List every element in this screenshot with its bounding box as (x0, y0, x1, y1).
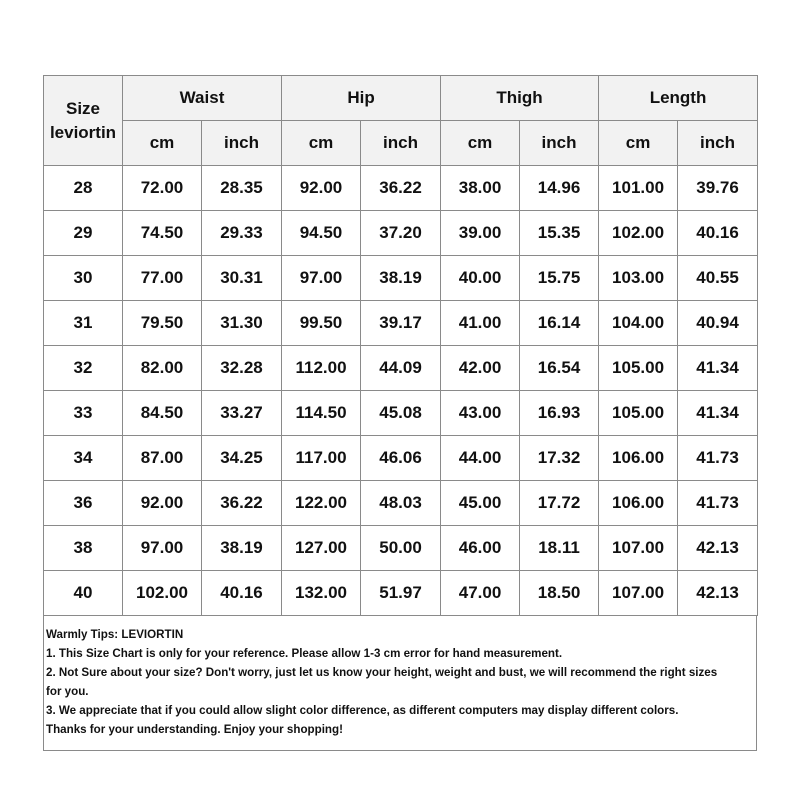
table-cell: 87.00 (123, 436, 202, 481)
table-cell: 42.13 (678, 526, 758, 571)
size-chart (43, 75, 757, 751)
table-cell: 46.06 (361, 436, 441, 481)
size-cell: 40 (44, 571, 123, 616)
header-row-units (44, 121, 758, 166)
table-cell: 101.00 (599, 166, 678, 211)
table-cell: 33.27 (202, 391, 282, 436)
unit-header: inch (520, 121, 599, 166)
table-cell: 18.50 (520, 571, 599, 616)
size-cell: 30 (44, 256, 123, 301)
size-cell: 38 (44, 526, 123, 571)
table-cell: 37.20 (361, 211, 441, 256)
table-cell: 122.00 (282, 481, 361, 526)
size-table (43, 75, 758, 616)
table-cell: 92.00 (123, 481, 202, 526)
unit-header: cm (441, 121, 520, 166)
table-cell: 38.19 (361, 256, 441, 301)
table-cell: 40.94 (678, 301, 758, 346)
table-row (44, 346, 758, 391)
table-cell: 79.50 (123, 301, 202, 346)
table-cell: 16.93 (520, 391, 599, 436)
tips-title: Warmly Tips: LEVIORTIN (46, 628, 184, 641)
table-cell: 40.16 (678, 211, 758, 256)
size-cell: 32 (44, 346, 123, 391)
unit-header: cm (599, 121, 678, 166)
table-cell: 39.76 (678, 166, 758, 211)
table-cell: 40.55 (678, 256, 758, 301)
table-cell: 41.73 (678, 481, 758, 526)
tip-line: 1. This Size Chart is only for your reference. Please allow 1-3 cm error for hand measurement. (46, 647, 563, 660)
table-cell: 105.00 (599, 391, 678, 436)
table-cell: 29.33 (202, 211, 282, 256)
group-header-hip: Hip (282, 76, 441, 121)
table-cell: 102.00 (599, 211, 678, 256)
table-row (44, 256, 758, 301)
group-header-waist: Waist (123, 76, 282, 121)
table-cell: 40.00 (441, 256, 520, 301)
unit-header: inch (202, 121, 282, 166)
table-cell: 38.00 (441, 166, 520, 211)
table-cell: 17.72 (520, 481, 599, 526)
table-body (44, 166, 758, 616)
table-cell: 15.75 (520, 256, 599, 301)
table-row (44, 436, 758, 481)
table-cell: 106.00 (599, 436, 678, 481)
table-cell: 127.00 (282, 526, 361, 571)
table-cell: 42.13 (678, 571, 758, 616)
table-cell: 39.00 (441, 211, 520, 256)
size-cell: 34 (44, 436, 123, 481)
table-cell: 114.50 (282, 391, 361, 436)
tip-line: 2. Not Sure about your size? Don't worry, just let us know your height, weight and bust, we will recommend the right sizes (46, 666, 718, 679)
table-cell: 74.50 (123, 211, 202, 256)
table-cell: 41.34 (678, 346, 758, 391)
tips-box (43, 616, 757, 751)
size-cell: 28 (44, 166, 123, 211)
brand-label: leviortin (49, 122, 117, 142)
table-cell: 36.22 (202, 481, 282, 526)
table-cell: 42.00 (441, 346, 520, 391)
table-cell: 107.00 (599, 526, 678, 571)
table-cell: 50.00 (361, 526, 441, 571)
table-cell: 72.00 (123, 166, 202, 211)
table-row (44, 211, 758, 256)
table-cell: 103.00 (599, 256, 678, 301)
size-label: Size (65, 98, 101, 118)
table-cell: 132.00 (282, 571, 361, 616)
table-cell: 92.00 (282, 166, 361, 211)
table-cell: 48.03 (361, 481, 441, 526)
table-cell: 16.54 (520, 346, 599, 391)
table-cell: 32.28 (202, 346, 282, 391)
table-cell: 45.08 (361, 391, 441, 436)
table-cell: 99.50 (282, 301, 361, 346)
table-cell: 45.00 (441, 481, 520, 526)
table-row (44, 481, 758, 526)
table-cell: 84.50 (123, 391, 202, 436)
table-cell: 17.32 (520, 436, 599, 481)
size-cell: 31 (44, 301, 123, 346)
group-header-thigh: Thigh (441, 76, 599, 121)
table-cell: 46.00 (441, 526, 520, 571)
table-cell: 41.34 (678, 391, 758, 436)
header-row-groups (44, 76, 758, 121)
table-row (44, 166, 758, 211)
table-cell: 44.09 (361, 346, 441, 391)
unit-header: cm (123, 121, 202, 166)
table-cell: 77.00 (123, 256, 202, 301)
table-cell: 15.35 (520, 211, 599, 256)
table-cell: 97.00 (123, 526, 202, 571)
size-header (44, 76, 123, 166)
table-cell: 18.11 (520, 526, 599, 571)
table-cell: 31.30 (202, 301, 282, 346)
table-cell: 36.22 (361, 166, 441, 211)
table-cell: 107.00 (599, 571, 678, 616)
table-cell: 28.35 (202, 166, 282, 211)
table-cell: 41.73 (678, 436, 758, 481)
table-cell: 105.00 (599, 346, 678, 391)
unit-header: cm (282, 121, 361, 166)
table-cell: 106.00 (599, 481, 678, 526)
table-cell: 39.17 (361, 301, 441, 346)
unit-header: inch (361, 121, 441, 166)
size-cell: 29 (44, 211, 123, 256)
table-row (44, 301, 758, 346)
tip-line: 3. We appreciate that if you could allow slight color difference, as different computers may display different colors. (46, 704, 679, 717)
table-cell: 14.96 (520, 166, 599, 211)
table-cell: 97.00 (282, 256, 361, 301)
size-cell: 36 (44, 481, 123, 526)
table-cell: 40.16 (202, 571, 282, 616)
tip-line: for you. (46, 685, 89, 698)
table-cell: 104.00 (599, 301, 678, 346)
size-cell: 33 (44, 391, 123, 436)
table-cell: 117.00 (282, 436, 361, 481)
table-cell: 38.19 (202, 526, 282, 571)
table-row (44, 391, 758, 436)
table-cell: 34.25 (202, 436, 282, 481)
table-cell: 112.00 (282, 346, 361, 391)
table-row (44, 571, 758, 616)
group-header-length: Length (599, 76, 758, 121)
table-row (44, 526, 758, 571)
table-cell: 44.00 (441, 436, 520, 481)
tip-line: Thanks for your understanding. Enjoy your shopping! (46, 723, 343, 736)
table-cell: 43.00 (441, 391, 520, 436)
table-cell: 51.97 (361, 571, 441, 616)
table-cell: 41.00 (441, 301, 520, 346)
table-cell: 47.00 (441, 571, 520, 616)
table-cell: 30.31 (202, 256, 282, 301)
table-cell: 16.14 (520, 301, 599, 346)
table-cell: 94.50 (282, 211, 361, 256)
unit-header: inch (678, 121, 758, 166)
table-cell: 82.00 (123, 346, 202, 391)
table-cell: 102.00 (123, 571, 202, 616)
